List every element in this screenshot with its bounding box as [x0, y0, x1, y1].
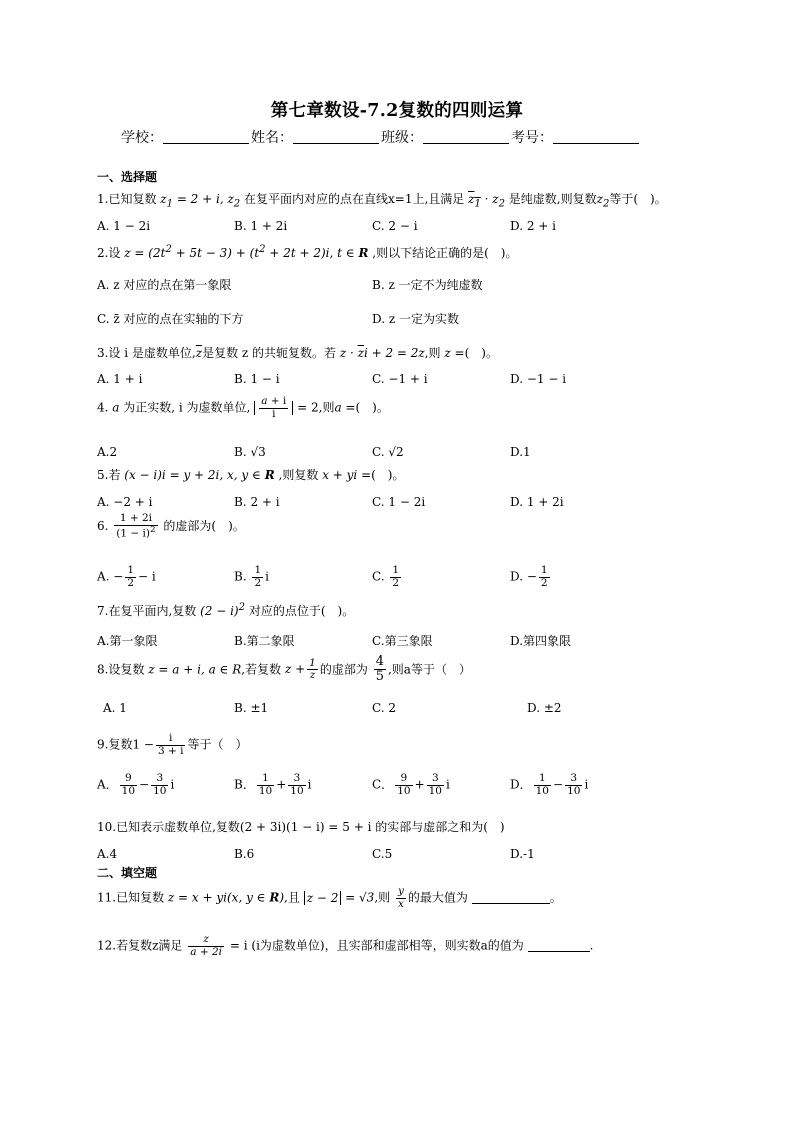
q8-formula: z = a + i, a ∈ R: [148, 662, 242, 677]
q10-option-c[interactable]: C.5: [372, 847, 393, 861]
q1-z2: $z_2$: [596, 192, 610, 210]
q6-fraction: $\frac{1 + 2i}{(1 - i)^2}$: [116, 512, 156, 540]
q8-option-d[interactable]: D. ±2: [527, 701, 562, 715]
q2-text-pre: 2.设: [97, 246, 121, 260]
q9-option-b[interactable]: B． $\frac{1}{10}$ + $\frac{3}{10}$ i: [234, 772, 312, 797]
q5-text-end: ( )。: [371, 468, 405, 482]
q1-product: $z_1 \cdot z_2$: [468, 192, 505, 210]
q6-text-post: 的虚部为( )。: [163, 518, 245, 533]
q2-formula: $z = (2t^2 + 5t - 3) + (t^2 + 2t + 2)i$, t ∈ R: [124, 244, 369, 260]
q4-a: a: [112, 400, 120, 415]
q9-option-a[interactable]: A． $\frac{9}{10}$ − $\frac{3}{10}$ i: [97, 772, 175, 797]
question-3: [97, 344, 498, 361]
q3-formula: $z \cdot \overline{z}i + 2 = 2z$: [339, 346, 425, 360]
q7-text: 7.在复平面内,复数: [97, 604, 197, 618]
q5-option-a[interactable]: A. −2 + i: [97, 495, 153, 509]
q3-text-mid: 是复数 z 的共轭复数。若: [202, 346, 337, 360]
q11-answer-blank[interactable]: [472, 891, 550, 904]
q4-option-b[interactable]: B. √3: [234, 445, 266, 459]
q10-option-b[interactable]: B.6: [234, 847, 255, 861]
q6-option-d[interactable]: D. − $\frac{1}{2}$: [510, 564, 548, 589]
q2-option-d[interactable]: D. z 一定为实数: [372, 312, 459, 326]
exam-number-label: 考号：: [511, 130, 553, 146]
q4-option-d[interactable]: D.1: [510, 445, 531, 459]
question-7: [97, 602, 354, 619]
question-1: [97, 190, 667, 209]
q7-option-a[interactable]: A.第一象限: [97, 634, 158, 648]
q3-z: z =: [444, 346, 465, 360]
q9-fraction: $\frac{i}{3 + i}$: [157, 732, 184, 757]
q8-text-mid2: 的虚部为: [319, 662, 368, 677]
q4-text-mid: 为正实数, i 为虚数单位,: [123, 400, 251, 415]
q8-text-pre: 8.设复数: [97, 662, 145, 677]
q11-formula: z = x + yi(x, y ∈ R): [167, 890, 285, 905]
question-11: [97, 886, 562, 910]
q2-option-a[interactable]: A. z 对应的点在第一象限: [97, 278, 232, 292]
q8-option-b[interactable]: B. ±1: [234, 701, 269, 715]
q9-text-pre: 9.复数: [97, 737, 133, 752]
q5-option-c[interactable]: C. 1 − 2i: [372, 495, 426, 509]
q2-option-c[interactable]: C. z̄ 对应的点在实轴的下方: [97, 312, 244, 326]
q3-text-post: ,则: [424, 346, 441, 360]
q8-text-post: ,则a等于（ ）: [387, 662, 471, 677]
q7-text-post: 对应的点位于( )。: [248, 604, 355, 618]
question-9: 9.复数1 − $\frac{i}{3 + i}$ 等于（ ）: [97, 732, 248, 757]
q11-text-mid: ,且: [284, 890, 300, 905]
q1-option-d[interactable]: D. 2 + i: [510, 219, 556, 233]
q1-text-post: 等于( )。: [609, 192, 667, 206]
q1-formula: $z_1 = 2 + i$, $z_2$: [160, 192, 241, 210]
q5-text-pre: 5.若: [97, 468, 121, 482]
q1-option-a[interactable]: A. 1 − 2i: [97, 219, 151, 233]
q3-option-a[interactable]: A. 1 + i: [97, 372, 143, 386]
class-label: 班级：: [381, 130, 423, 146]
q8-fraction: $\frac{4}{5}$: [375, 654, 384, 685]
question-6: [97, 513, 245, 540]
q4-text-post: = 2,则: [297, 400, 335, 415]
q6-option-a[interactable]: A. − $\frac{1}{2}$ − i: [97, 564, 156, 589]
q3-option-d[interactable]: D. −1 − i: [510, 372, 567, 386]
name-blank[interactable]: [293, 129, 379, 144]
q10-option-d[interactable]: D.-1: [510, 847, 535, 861]
exam-number-blank[interactable]: [553, 129, 639, 144]
q11-text-end: 。: [549, 890, 562, 905]
q4-text-end: ( )。: [355, 400, 389, 415]
q3-text-pre: 3.设 i 是虚数单位,: [97, 346, 196, 360]
q6-text-pre: 6.: [97, 518, 109, 533]
q7-formula: $(2 - i)^2$: [200, 602, 245, 618]
q8-option-c[interactable]: C. 2: [372, 701, 397, 715]
q5-option-d[interactable]: D. 1 + 2i: [510, 495, 564, 509]
q11-fraction: $\frac{y}{x}$: [397, 885, 404, 910]
page-title: 第七章数设-7.2复数的四则运算: [270, 101, 524, 121]
q5-text-post: ,则复数: [278, 468, 319, 482]
q5-formula: (x − i)i = y + 2i, x, y ∈ R: [124, 468, 275, 482]
q3-option-c[interactable]: C. −1 + i: [372, 372, 428, 386]
question-8: [97, 655, 471, 685]
q2-option-b[interactable]: B. z 一定不为纯虚数: [372, 278, 483, 292]
q12-answer-blank[interactable]: [528, 939, 590, 952]
q4-abs-fraction: $\frac{a + i}{i}$: [254, 401, 293, 415]
q7-option-d[interactable]: D.第四象限: [510, 634, 572, 648]
question-4: [97, 396, 389, 420]
q3-text-end: ( )。: [464, 346, 498, 360]
q7-option-b[interactable]: B.第二象限: [234, 634, 295, 648]
q9-text-post: 等于（ ）: [187, 737, 248, 752]
class-blank[interactable]: [423, 129, 509, 144]
q11-text-mid2: ,则: [374, 890, 391, 905]
q8-option-a[interactable]: A. 1: [103, 701, 127, 715]
q4-text-pre: 4.: [97, 400, 113, 415]
school-label: 学校：: [121, 130, 163, 146]
q5-option-b[interactable]: B. 2 + i: [234, 495, 280, 509]
q11-text-pre: 11.已知复数: [97, 890, 165, 905]
student-info-row: [121, 127, 641, 147]
q4-a2: a =: [334, 400, 356, 415]
q12-fraction: $\frac{z}{a + 2i}$: [190, 933, 223, 958]
q7-option-c[interactable]: C.第三象限: [372, 634, 433, 648]
question-5: [97, 466, 405, 483]
name-label: 姓名：: [251, 130, 293, 146]
q6-option-c[interactable]: C. $\frac{1}{2}$: [372, 564, 400, 589]
q1-text-pre: 已知复数: [108, 192, 157, 206]
q6-option-b[interactable]: B. $\frac{1}{2}$ i: [234, 564, 269, 589]
q8-text-mid: ,若复数: [241, 662, 282, 677]
q8-expr: z + $\frac{1}{z}$: [284, 656, 316, 682]
question-10: 10.已知表示虚数单位,复数(2 + 3i)(1 − i) = 5 + i 的实部与虚部之和为( ): [97, 820, 505, 834]
q3-option-b[interactable]: B. 1 − i: [234, 372, 280, 386]
q9-option-d[interactable]: D． $\frac{1}{10}$ − $\frac{3}{10}$ i: [510, 772, 589, 797]
q4-option-c[interactable]: C. √2: [372, 445, 404, 459]
q5-expr: x + yi =: [322, 468, 372, 482]
q1-text-mid2: 是纯虚数,则复数: [508, 192, 597, 206]
school-blank[interactable]: [163, 129, 249, 144]
q3-zbar: $\overline{z}$: [195, 346, 203, 360]
q12-text-pre: 12.若复数z满足: [97, 938, 183, 953]
q1-number: 1.: [97, 192, 109, 206]
q12-text-end: .: [589, 938, 594, 953]
q11-text-post: 的最大值为: [407, 890, 468, 905]
section-choice-heading: 一、选择题: [97, 170, 158, 184]
q9-option-c[interactable]: C． $\frac{9}{10}$ + $\frac{3}{10}$ i: [372, 772, 450, 797]
question-12: [97, 934, 593, 958]
q11-condition: z − 2 = √3: [304, 891, 375, 905]
q1-option-c[interactable]: C. 2 − i: [372, 219, 418, 233]
q12-text-post: = i (i为虚数单位)，且实部和虚部相等，则实数a的值为: [229, 938, 524, 953]
q1-option-b[interactable]: B. 1 + 2i: [234, 219, 288, 233]
q10-option-a[interactable]: A.4: [97, 847, 118, 861]
section-fill-heading: 二、填空题: [97, 866, 158, 880]
q2-text-post: ,则以下结论正确的是( )。: [372, 246, 518, 260]
q4-option-a[interactable]: A.2: [97, 445, 118, 459]
q1-text-mid: 在复平面内对应的点在直线x=1上,且满足: [244, 192, 465, 206]
question-2: [97, 244, 517, 261]
